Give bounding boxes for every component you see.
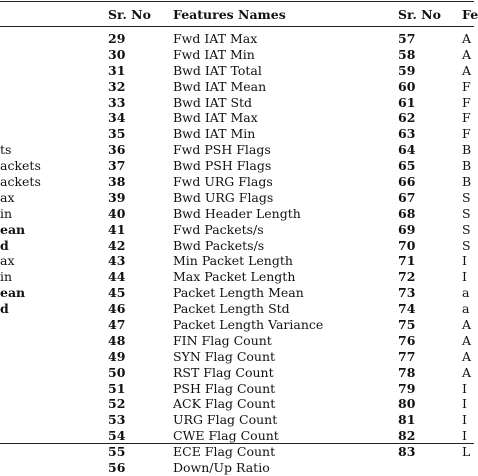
row-sr-no-1: 48 [108, 332, 126, 348]
row-left-fragment: d [0, 237, 9, 253]
row-feature-name-1: Packet Length Std [173, 301, 290, 317]
row-feature-name-1: Max Packet Length [173, 269, 296, 285]
table-row [0, 47, 474, 63]
row-sr-no-2: 82 [398, 428, 416, 444]
header-features-2-fragment: Fe [462, 7, 478, 22]
row-feature-name-1: Fwd Packets/s [173, 221, 264, 237]
row-left-fragment: ean [0, 221, 26, 237]
row-left-fragment: ax [0, 189, 15, 205]
row-feature-fragment-2: B [462, 142, 472, 158]
row-feature-name-1: Bwd IAT Mean [173, 78, 267, 94]
row-left-fragment: ts [0, 142, 12, 158]
row-feature-name-1: Bwd IAT Max [173, 110, 258, 126]
row-feature-fragment-2: L [462, 444, 471, 460]
row-sr-no-1: 44 [108, 269, 126, 285]
table-row [0, 222, 474, 238]
row-feature-fragment-2: S [462, 189, 471, 205]
header-rule [0, 26, 474, 27]
table-row [0, 365, 474, 381]
table-row [0, 79, 474, 95]
row-sr-no-1: 45 [108, 285, 126, 301]
table-row [0, 206, 474, 222]
row-feature-fragment-2: A [462, 332, 472, 348]
row-feature-fragment-2: I [462, 396, 467, 412]
header-features-names: Features Names [173, 7, 286, 22]
row-sr-no-1: 50 [108, 364, 126, 380]
row-sr-no-1: 33 [108, 94, 126, 110]
row-feature-name-1: ECE Flag Count [173, 444, 276, 460]
row-feature-fragment-2: a [462, 301, 470, 317]
row-sr-no-2: 57 [398, 31, 416, 46]
row-sr-no-2: 75 [398, 317, 416, 333]
row-feature-fragment-2: F [462, 94, 471, 110]
row-feature-fragment-2: S [462, 221, 471, 237]
row-sr-no-1: 30 [108, 46, 126, 62]
row-left-fragment: ean [0, 285, 26, 301]
row-feature-fragment-2: A [462, 317, 472, 333]
row-feature-name-1: PSH Flag Count [173, 380, 276, 396]
row-sr-no-2: 67 [398, 189, 416, 205]
row-left-fragment: in [0, 205, 13, 221]
row-feature-fragment-2: F [462, 110, 471, 126]
row-feature-fragment-2: I [462, 428, 467, 444]
row-sr-no-2: 77 [398, 348, 416, 364]
row-sr-no-1: 36 [108, 142, 126, 158]
row-feature-name-1: Bwd IAT Min [173, 126, 256, 142]
row-sr-no-1: 40 [108, 205, 126, 221]
row-sr-no-2: 62 [398, 110, 416, 126]
table-row [0, 460, 474, 476]
row-feature-name-1: Fwd URG Flags [173, 174, 273, 190]
row-feature-fragment-2: A [462, 364, 472, 380]
row-left-fragment: ackets [0, 158, 41, 174]
row-sr-no-1: 47 [108, 317, 126, 333]
row-sr-no-1: 55 [108, 444, 126, 460]
header-sr-no-1: Sr. No [108, 7, 151, 22]
row-feature-fragment-2: A [462, 62, 472, 78]
row-feature-name-1: Bwd IAT Std [173, 94, 253, 110]
row-sr-no-2: 74 [398, 301, 416, 317]
row-sr-no-2: 60 [398, 78, 416, 94]
row-feature-name-1: Fwd IAT Min [173, 46, 255, 62]
table-row [0, 317, 474, 333]
row-feature-name-1: CWE Flag Count [173, 428, 279, 444]
row-feature-name-1: Bwd IAT Total [173, 62, 262, 78]
table-row [0, 142, 474, 158]
row-sr-no-1: 38 [108, 174, 126, 190]
table-row [0, 428, 474, 444]
row-feature-fragment-2: A [462, 46, 472, 62]
table-row [0, 253, 474, 269]
row-sr-no-2: 83 [398, 444, 416, 460]
table-row [0, 95, 474, 111]
row-feature-fragment-2: S [462, 205, 471, 221]
table-row [0, 349, 474, 365]
row-sr-no-2: 63 [398, 126, 416, 142]
row-sr-no-2: 81 [398, 412, 416, 428]
table-row [0, 412, 474, 428]
table-row [0, 63, 474, 79]
row-feature-fragment-2: A [462, 348, 472, 364]
row-feature-name-1: Fwd IAT Max [173, 31, 258, 46]
table-row [0, 190, 474, 206]
row-left-fragment: ackets [0, 174, 41, 190]
table-row [0, 285, 474, 301]
table-bottom-rule [0, 443, 474, 444]
row-feature-name-1: Fwd PSH Flags [173, 142, 271, 158]
row-sr-no-2: 66 [398, 174, 416, 190]
row-feature-name-1: Bwd URG Flags [173, 189, 274, 205]
row-sr-no-1: 41 [108, 221, 126, 237]
row-sr-no-1: 51 [108, 380, 126, 396]
row-sr-no-1: 53 [108, 412, 126, 428]
row-feature-fragment-2: I [462, 269, 467, 285]
row-sr-no-2: 76 [398, 332, 416, 348]
table-row [0, 238, 474, 254]
row-sr-no-1: 54 [108, 428, 126, 444]
table-row [0, 381, 474, 397]
row-feature-name-1: Bwd Header Length [173, 205, 301, 221]
row-feature-name-1: URG Flag Count [173, 412, 278, 428]
row-sr-no-2: 59 [398, 62, 416, 78]
row-feature-fragment-2: a [462, 285, 470, 301]
row-feature-name-1: Min Packet Length [173, 253, 293, 269]
row-feature-name-1: Down/Up Ratio [173, 460, 270, 476]
row-sr-no-1: 39 [108, 189, 126, 205]
table-row [0, 444, 474, 460]
row-feature-fragment-2: S [462, 237, 471, 253]
row-feature-name-1: Packet Length Variance [173, 317, 324, 333]
table-row [0, 333, 474, 349]
row-sr-no-1: 29 [108, 31, 126, 46]
table-row [0, 269, 474, 285]
row-feature-fragment-2: B [462, 158, 472, 174]
row-sr-no-1: 49 [108, 348, 126, 364]
table-row [0, 301, 474, 317]
row-sr-no-2: 72 [398, 269, 416, 285]
row-left-fragment: in [0, 269, 13, 285]
row-sr-no-2: 80 [398, 396, 416, 412]
row-sr-no-2: 79 [398, 380, 416, 396]
row-feature-fragment-2: I [462, 412, 467, 428]
header-sr-no-2: Sr. No [398, 7, 441, 22]
row-feature-name-1: RST Flag Count [173, 364, 274, 380]
row-sr-no-2: 61 [398, 94, 416, 110]
row-feature-name-1: ACK Flag Count [173, 396, 276, 412]
row-sr-no-1: 31 [108, 62, 126, 78]
row-feature-name-1: Bwd PSH Flags [173, 158, 272, 174]
row-sr-no-2: 64 [398, 142, 416, 158]
row-feature-name-1: Bwd Packets/s [173, 237, 265, 253]
row-sr-no-1: 56 [108, 460, 126, 476]
row-feature-fragment-2: F [462, 126, 471, 142]
table-row [0, 158, 474, 174]
row-sr-no-2: 68 [398, 205, 416, 221]
table-row [0, 126, 474, 142]
row-feature-name-1: Packet Length Mean [173, 285, 304, 301]
row-sr-no-2: 70 [398, 237, 416, 253]
row-sr-no-1: 32 [108, 78, 126, 94]
row-feature-fragment-2: A [462, 31, 472, 46]
table-row [0, 110, 474, 126]
row-sr-no-2: 73 [398, 285, 416, 301]
row-feature-fragment-2: B [462, 174, 472, 190]
row-sr-no-1: 34 [108, 110, 126, 126]
row-left-fragment: d [0, 301, 9, 317]
row-sr-no-2: 58 [398, 46, 416, 62]
table-row [0, 174, 474, 190]
row-feature-fragment-2: I [462, 253, 467, 269]
row-sr-no-1: 42 [108, 237, 126, 253]
table-row [0, 31, 474, 47]
row-sr-no-1: 37 [108, 158, 126, 174]
row-sr-no-2: 71 [398, 253, 416, 269]
row-feature-fragment-2: F [462, 78, 471, 94]
row-feature-name-1: FIN Flag Count [173, 332, 272, 348]
row-sr-no-1: 52 [108, 396, 126, 412]
table-body [0, 31, 474, 476]
table-top-rule [0, 1, 474, 2]
row-sr-no-2: 65 [398, 158, 416, 174]
row-sr-no-1: 43 [108, 253, 126, 269]
row-sr-no-1: 46 [108, 301, 126, 317]
table-row [0, 396, 474, 412]
row-sr-no-2: 78 [398, 364, 416, 380]
row-left-fragment: ax [0, 253, 15, 269]
row-sr-no-1: 35 [108, 126, 126, 142]
row-feature-name-1: SYN Flag Count [173, 348, 276, 364]
row-feature-fragment-2: I [462, 380, 467, 396]
row-sr-no-2: 69 [398, 221, 416, 237]
